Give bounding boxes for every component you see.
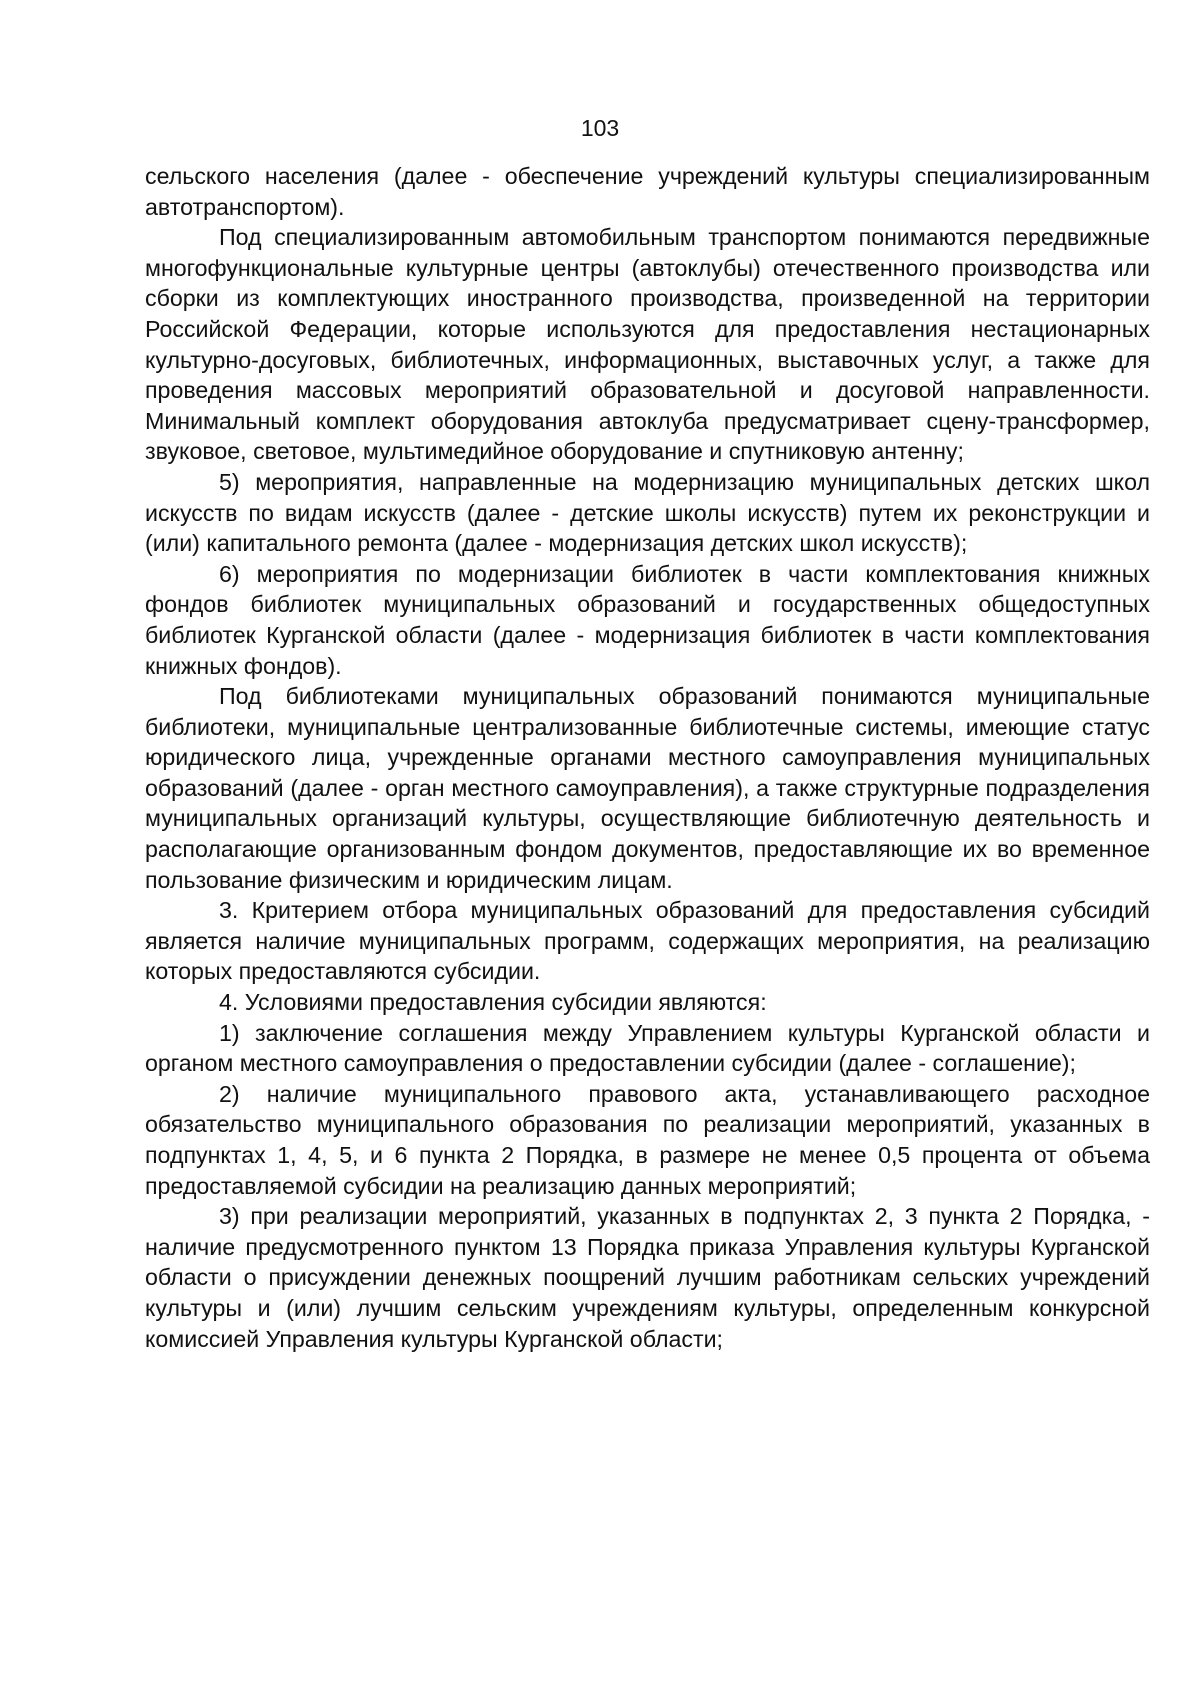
- paragraph-condition-1: 1) заключение соглашения между Управлением культуры Курганской области и органом местного самоуправления о предоставлении субсидии (далее - соглашение);: [145, 1019, 1150, 1077]
- page-number: 103: [580, 115, 620, 141]
- paragraph-library-definition: Под библиотеками муниципальных образований понимаются муниципальные библиотеки, муниципальные централизованные библиотечные системы, имеющие статус юридического лица, учрежденные органами местного самоуправления муниципальных образований (далее - орган местного самоуправления), а также структурные подразделения муниципальных организаций культуры, осуществляющие библиотечную деятельность и располагающие организованным фондом документов, предоставляющие их во временное пользование физическим и юридическим лицам.: [145, 683, 1150, 893]
- paragraph-autotransport-definition: Под специализированным автомобильным транспортом понимаются передвижные многофункциональные культурные центры (автоклубы) отечественного производства или сборки из комплектующих иностранного производства, произведенной на территории Российской Федерации, которые используются для предоставления нестационарных культурно-досуговых, библиотечных, информационных, выставочных услуг, а также для проведения массовых мероприятий образовательной и досуговой направленности. Минимальный комплект оборудования автоклуба предусматривает сцену-трансформер, звуковое, световое, мультимедийное оборудование и спутниковую антенну;: [145, 224, 1150, 465]
- document-body: [145, 161, 1150, 1354]
- paragraph-item-6: 6) мероприятия по модернизации библиотек в части комплектования книжных фондов библиотек муниципальных образований и государственных общедоступных библиотек Курганской области (далее - модернизация библиотек в части комплектования книжных фондов).: [145, 560, 1150, 679]
- paragraph-clause-4: 4. Условиями предоставления субсидии являются:: [219, 989, 767, 1016]
- paragraph-continuation: сельского населения (далее - обеспечение учреждений культуры специализированным автотранспортом).: [145, 163, 1150, 220]
- paragraph-condition-3: 3) при реализации мероприятий, указанных в подпунктах 2, 3 пункта 2 Порядка, - наличие предусмотренного пунктом 13 Порядка приказа Управления культуры Курганской области о присуждении денежных поощрений лучшим работникам сельских учреждений культуры и (или) лучшим сельским учреждениям культуры, определенным конкурсной комиссией Управления культуры Курганской области;: [145, 1203, 1150, 1352]
- paragraph-item-5: 5) мероприятия, направленные на модернизацию муниципальных детских школ искусств по видам искусств (далее - детские школы искусств) путем их реконструкции и (или) капитального ремонта (далее - модернизация детских школ искусств);: [145, 468, 1150, 557]
- paragraph-condition-2: 2) наличие муниципального правового акта, устанавливающего расходное обязательство муниципального образования по реализации мероприятий, указанных в подпунктах 1, 4, 5, и 6 пункта 2 Порядка, в размере не менее 0,5 процента от объема предоставляемой субсидии на реализацию данных мероприятий;: [145, 1080, 1150, 1199]
- paragraph-clause-3: 3. Критерием отбора муниципальных образований для предоставления субсидий является наличие муниципальных программ, содержащих мероприятия, на реализацию которых предоставляются субсидии.: [145, 897, 1150, 985]
